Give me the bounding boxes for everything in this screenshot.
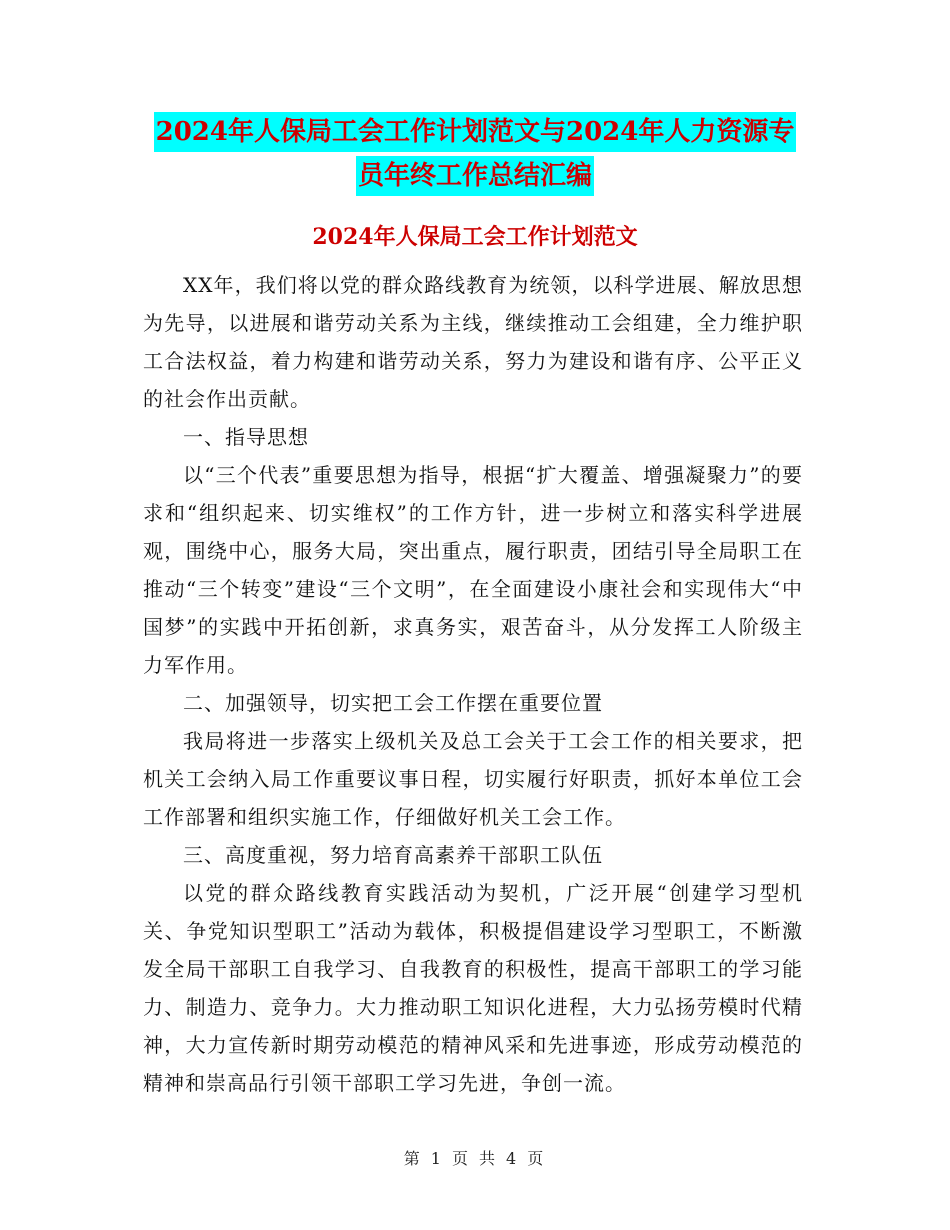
title-line-1-text: 2024年人保局工会工作计划范文与2024年人力资源专 (154, 112, 797, 152)
heading-cultivate-staff: 三、高度重视，努力培育高素养干部职工队伍 (183, 843, 603, 867)
footer-prefix: 第 (403, 1149, 423, 1168)
document-title-line-2 (0, 156, 950, 196)
heading-guiding-ideology: 一、指导思想 (183, 425, 309, 449)
footer-page-number: 1 (430, 1149, 444, 1168)
paragraph-intro: XX年，我们将以党的群众路线教育为统领，以科学进展、解放思想为先导，以进展和谐劳动关系为主线，继续推动工会组建，全力维护职工合法权益，着力构建和谐劳动关系，努力为建设和谐有序、公平正义的社会作出贡献。 (143, 273, 803, 411)
document-body (143, 266, 803, 1102)
page-footer (0, 1146, 950, 1169)
paragraph-guiding-ideology: 以“三个代表”重要思想为指导，根据“扩大覆盖、增强凝聚力”的要求和“组织起来、切实维权”的工作方针，进一步树立和落实科学进展观，围绕中心，服务大局，突出重点，履行职责，团结引导全局职工在推动“三个转变”建设“三个文明”，在全面建设小康社会和实现伟大“中国梦”的实践中开拓创新，求真务实，艰苦奋斗，从分发挥工人阶级主力军作用。 (143, 463, 803, 677)
paragraph-strengthen-leadership: 我局将进一步落实上级机关及总工会关于工会工作的相关要求，把机关工会纳入局工作重要议事日程，切实履行好职责，抓好本单位工会工作部署和组织实施工作，仔细做好机关工会工作。 (143, 729, 803, 829)
heading-strengthen-leadership: 二、加强领导，切实把工会工作摆在重要位置 (183, 691, 603, 715)
paragraph-cultivate-staff: 以党的群众路线教育实践活动为契机，广泛开展“创建学习型机关、争党知识型职工”活动为载体，积极提倡建设学习型职工，不断激发全局干部职工自我学习、自我教育的积极性，提高干部职工的学习能力、制造力、竞争力。大力推动职工知识化进程，大力弘扬劳模时代精神，大力宣传新时期劳动模范的精神风采和先进事迹，形成劳动模范的精神和崇高品行引领干部职工学习先进，争创一流。 (143, 881, 803, 1095)
footer-suffix: 页 (527, 1149, 547, 1168)
document-title-line-1 (0, 112, 950, 152)
footer-total-pages: 4 (506, 1149, 520, 1168)
title-line-2-text: 员年终工作总结汇编 (356, 156, 594, 196)
footer-mid: 页 共 (451, 1149, 499, 1168)
section-title: 2024年人保局工会工作计划范文 (312, 224, 638, 250)
